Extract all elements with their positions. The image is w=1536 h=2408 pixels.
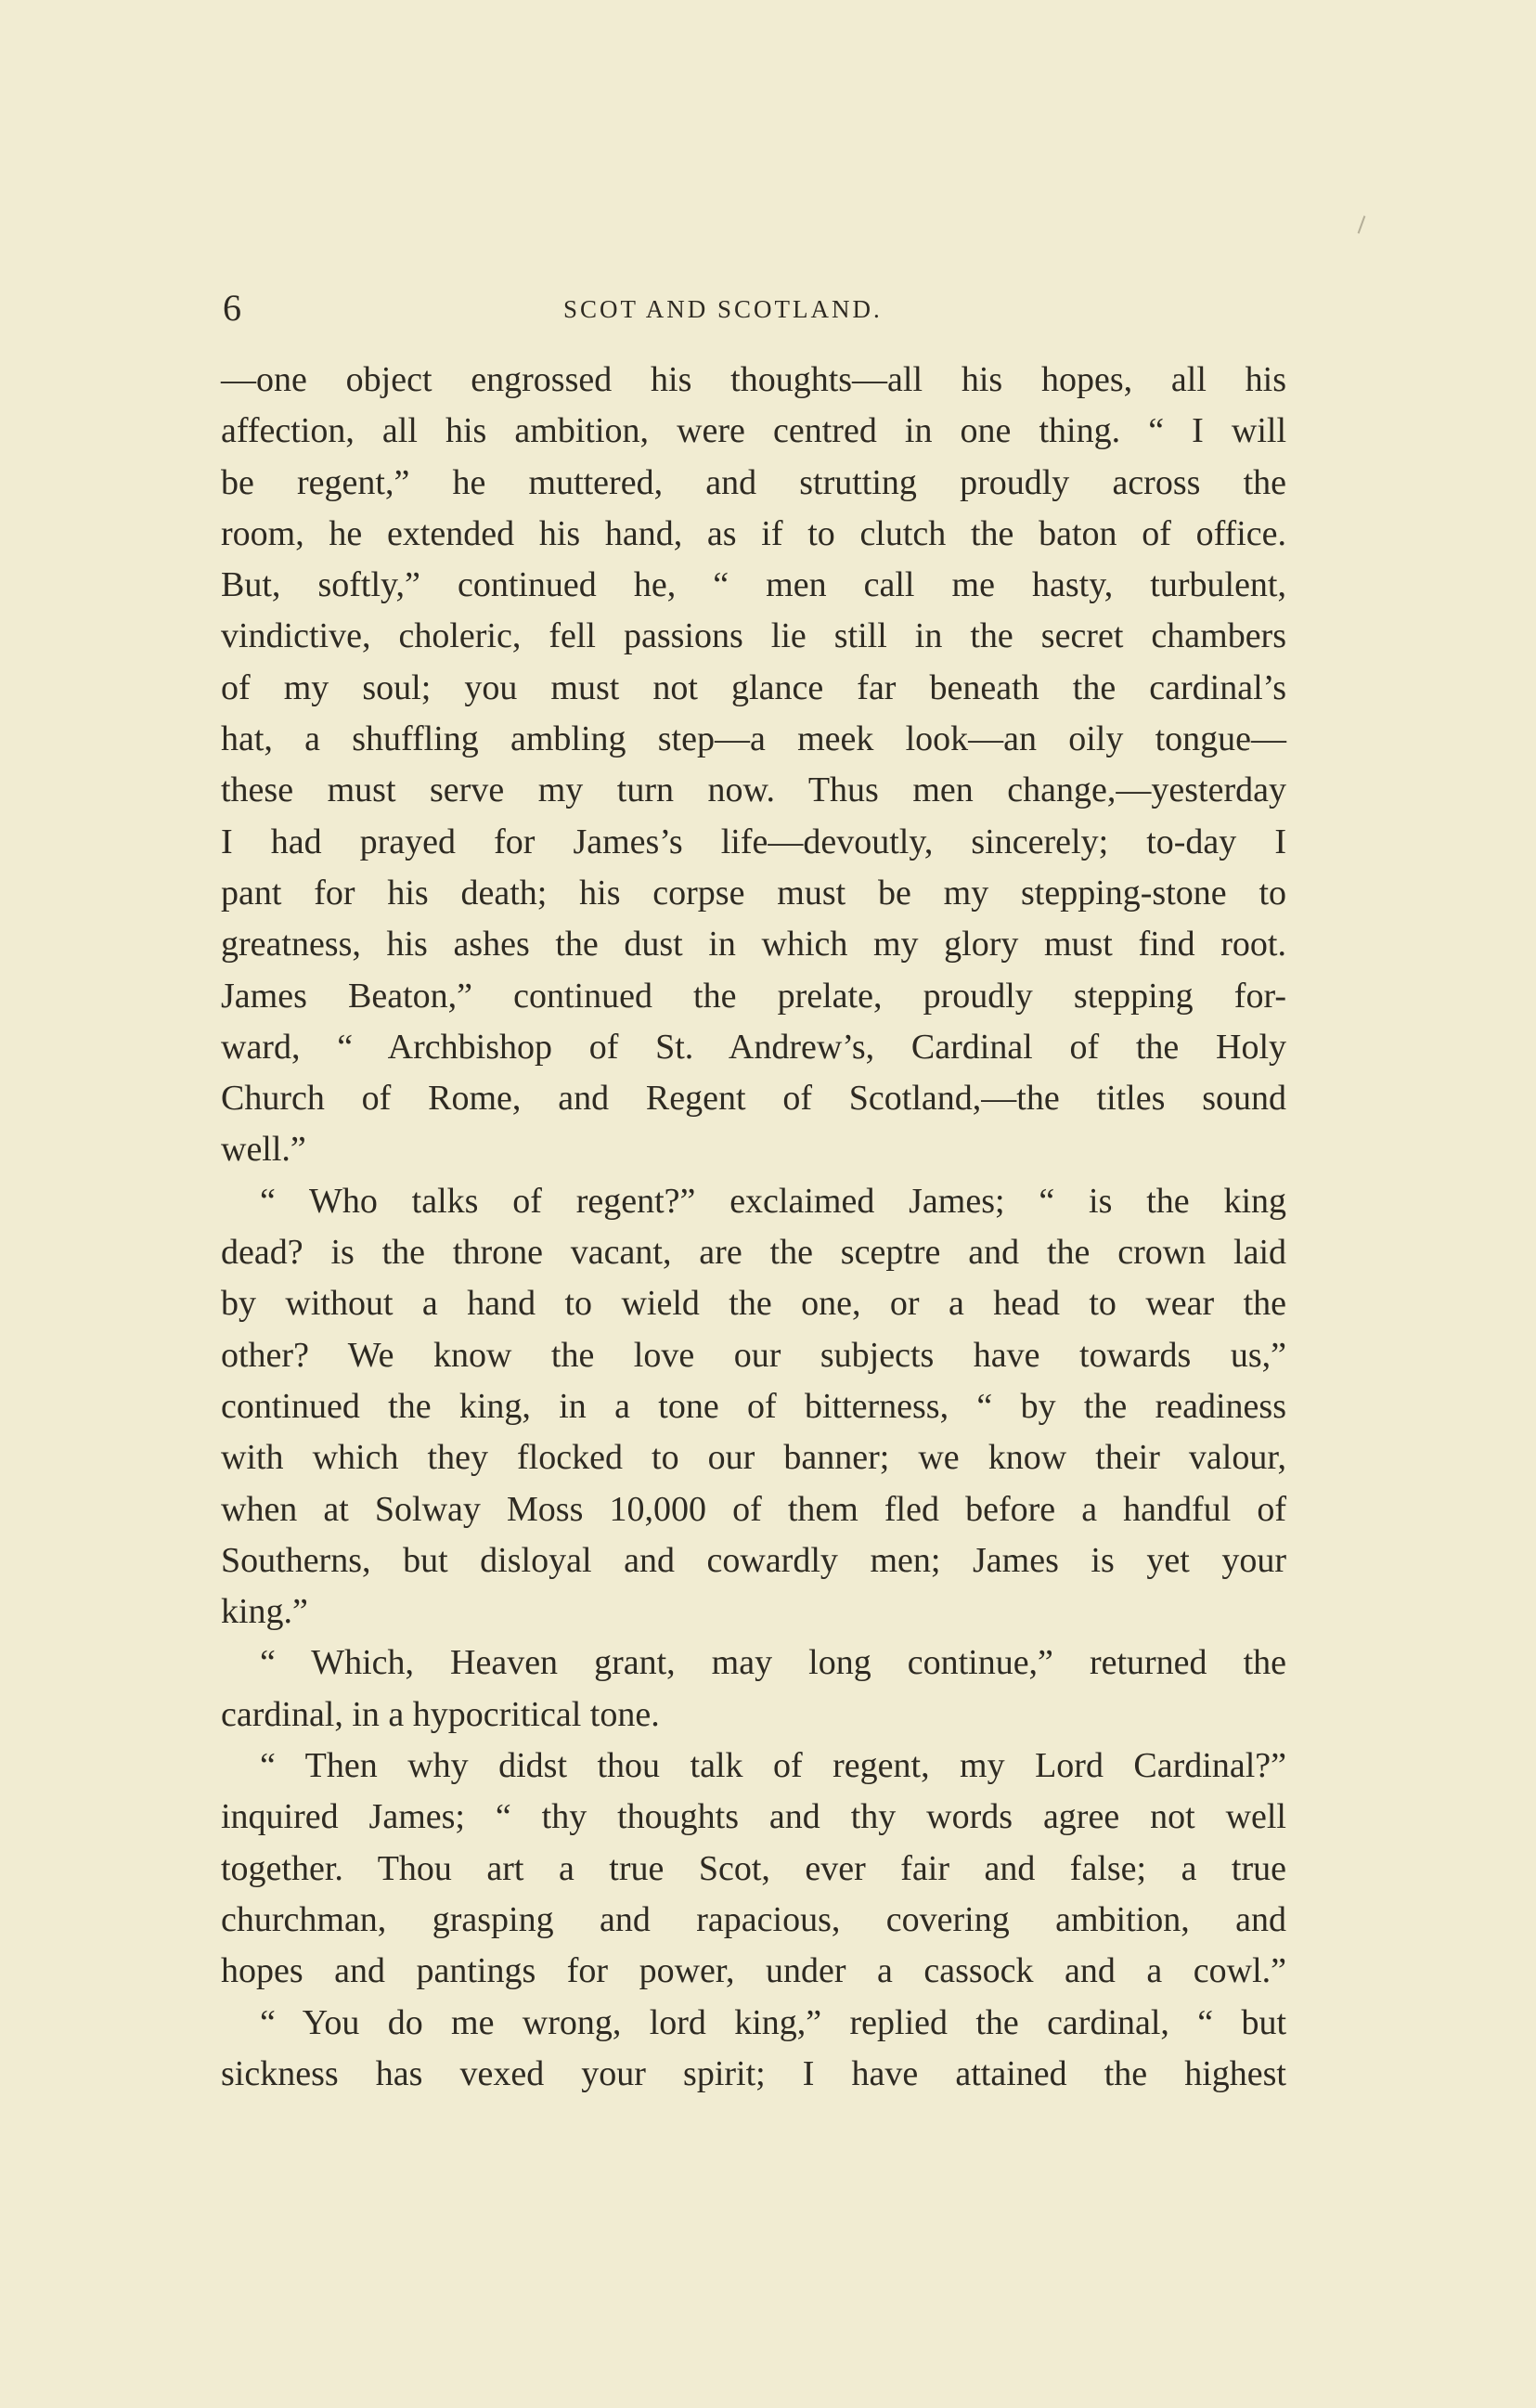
text-line: affection, all his ambition, were centred in one thing. “ I will	[221, 411, 1286, 451]
text-line: vindictive, choleric, fell passions lie still in the secret chambers	[221, 616, 1286, 656]
text-line: “ Who talks of regent?” exclaimed James; “ is the king	[260, 1181, 1286, 1221]
text-line: I had prayed for James’s life—devoutly, sincerely; to-day I	[221, 822, 1286, 861]
text-line: Church of Rome, and Regent of Scotland,—the titles sound	[221, 1079, 1286, 1119]
text-line: inquired James; “ thy thoughts and thy words agree not well	[221, 1797, 1286, 1837]
text-line: by without a hand to wield the one, or a head to wear the	[221, 1284, 1286, 1324]
page-number: 6	[223, 287, 241, 329]
text-line: greatness, his ashes the dust in which my glory must find root.	[221, 925, 1286, 964]
body-text	[221, 355, 1286, 2100]
text-line: room, he extended his hand, as if to clutch the baton of office.	[221, 513, 1286, 553]
text-line: —one object engrossed his thoughts—all his hopes, all his	[221, 360, 1286, 399]
stray-mark	[1358, 215, 1366, 233]
text-line: James Beaton,” continued the prelate, proudly stepping for-	[221, 976, 1286, 1016]
text-line: “ Which, Heaven grant, may long continue,” returned the	[260, 1643, 1286, 1683]
text-line: when at Solway Moss 10,000 of them fled before a handful of	[221, 1489, 1286, 1529]
text-line: of my soul; you must not glance far beneath the cardinal’s	[221, 667, 1286, 707]
text-line: hat, a shuffling ambling step—a meek look—an oily tongue—	[221, 719, 1286, 759]
text-line: other? We know the love our subjects have towards us,”	[221, 1335, 1286, 1375]
text-line: pant for his death; his corpse must be my stepping-stone to	[221, 873, 1286, 913]
running-title: SCOT AND SCOTLAND.	[563, 295, 883, 323]
text-line: sickness has vexed your spirit; I have attained the highest	[221, 2053, 1286, 2093]
text-line: Southerns, but disloyal and cowardly men; James is yet your	[221, 1540, 1286, 1580]
page-header	[223, 280, 1281, 336]
text-line: ward, “ Archbishop of St. Andrew’s, Cardinal of the Holy	[221, 1027, 1286, 1067]
text-line: together. Thou art a true Scot, ever fair and false; a true	[221, 1848, 1286, 1888]
text-line: “ Then why didst thou talk of regent, my Lord Cardinal?”	[260, 1746, 1286, 1786]
text-line: cardinal, in a hypocritical tone.	[221, 1694, 660, 1734]
text-line: But, softly,” continued he, “ men call me hasty, turbulent,	[221, 565, 1286, 605]
text-line: well.”	[221, 1130, 306, 1170]
text-line: with which they flocked to our banner; we know their valour,	[221, 1438, 1286, 1478]
text-line: churchman, grasping and rapacious, covering ambition, and	[221, 1899, 1286, 1939]
text-line: “ You do me wrong, lord king,” replied the cardinal, “ but	[260, 2002, 1286, 2042]
text-line: these must serve my turn now. Thus men change,—yesterday	[221, 770, 1286, 810]
text-line: hopes and pantings for power, under a cassock and a cowl.”	[221, 1951, 1286, 1991]
text-line: king.”	[221, 1592, 308, 1632]
text-line: be regent,” he muttered, and strutting proudly across the	[221, 462, 1286, 502]
text-line: dead? is the throne vacant, are the sceptre and the crown laid	[221, 1233, 1286, 1273]
text-line: continued the king, in a tone of bitterness, “ by the readiness	[221, 1386, 1286, 1426]
